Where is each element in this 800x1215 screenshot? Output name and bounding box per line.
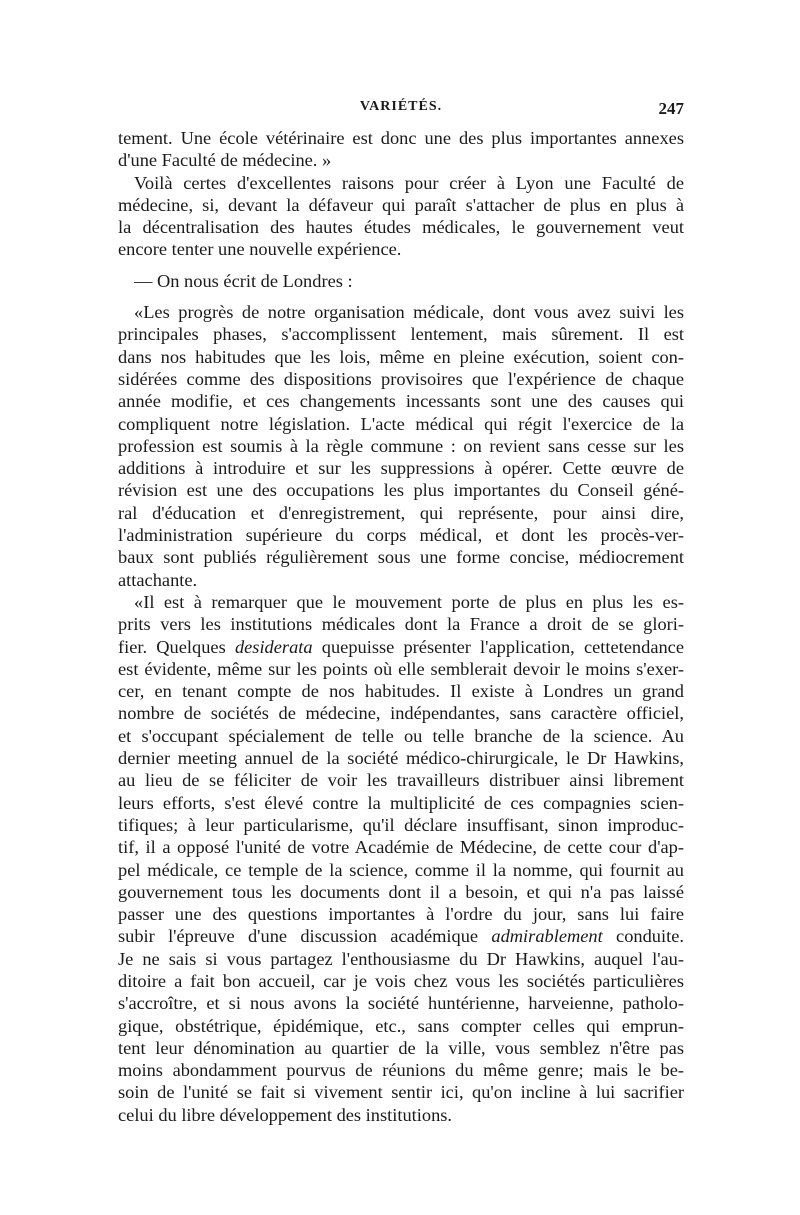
running-head	[118, 99, 684, 123]
italic-term: desiderata	[234, 636, 313, 657]
text-line: dans nos habitudes que les lois, même en pleine exécution, soient con-	[118, 346, 684, 367]
text-line: la décentralisation des hautes études médicales, le gouvernement veut	[118, 217, 684, 238]
text-line: Je ne sais si vous partagez l'enthousiasme du Dr Hawkins, auquel l'au-	[118, 948, 684, 969]
text-segment: quepuisse présenter l'application, cettetendance	[321, 636, 684, 657]
text-line: encore tenter une nouvelle expérience.	[118, 239, 402, 260]
text-line: «Les progrès de notre organisation médicale, dont vous avez suivi les	[134, 302, 684, 323]
text-line: gouvernement tous les documents dont il a besoin, et qui n'a pas laissé	[118, 881, 684, 902]
text-line: ral d'éducation et d'enregistrement, qui représente, pour ainsi dire,	[118, 502, 684, 523]
text-line: année modifie, et ces changements incessants sont une des causes qui	[118, 391, 684, 412]
text-line: celui du libre développement des institutions.	[118, 1104, 453, 1125]
page-number: 247	[658, 99, 684, 118]
text-line: tent leur dénomination au quartier de la ville, vous semblez n'être pas	[118, 1037, 684, 1058]
body-text	[118, 127, 684, 1126]
text-line: s'accroître, et si nous avons la société huntérienne, harveienne, patholo-	[118, 993, 684, 1014]
text-line: révision est une des occupations les plus importantes du Conseil géné-	[118, 480, 684, 501]
text-line	[118, 636, 684, 658]
text-line: pel médicale, ce temple de la science, comme il la nomme, qui fournit au	[118, 859, 684, 880]
text-line: médecine, si, devant la défaveur qui paraît s'attacher de plus en plus à	[118, 194, 684, 215]
text-line: profession est soumis à la règle commune : on revient sans cesse sur les	[118, 435, 684, 456]
text-segment: conduite.	[616, 926, 684, 947]
text-line: «Il est à remarquer que le mouvement porte de plus en plus les es-	[134, 591, 684, 612]
text-line: nombre de sociétés de médecine, indépendantes, sans caractère officiel,	[118, 703, 684, 724]
text-line: moins abondamment pourvus de réunions du même genre; mais le be-	[118, 1060, 684, 1081]
text-line: leurs efforts, s'est élevé contre la multiplicité de ces compagnies scien-	[118, 792, 684, 813]
text-line: passer une des questions importantes à l'ordre du jour, sans lui faire	[118, 904, 684, 925]
text-line: et s'occupant spécialement de telle ou telle branche de la science. Au	[118, 725, 684, 746]
text-line: est évidente, même sur les points où elle semblerait devoir le moins s'exer-	[118, 658, 684, 679]
text-line	[118, 925, 684, 947]
text-line: l'administration supérieure du corps médical, et dont les procès-ver-	[118, 525, 684, 546]
text-line: ditoire a fait bon accueil, car je vois chez vous les sociétés particulières	[118, 970, 684, 991]
text-line: cer, en tenant compte de nos habitudes. Il existe à Londres un grand	[118, 681, 684, 702]
text-line: compliquent notre législation. L'acte médical qui régit l'exercice de la	[118, 413, 684, 434]
running-title: VARIÉTÉS.	[359, 99, 443, 114]
text-line: Voilà certes d'excellentes raisons pour créer à Lyon une Faculté de	[134, 172, 684, 193]
text-line: au lieu de se féliciter de voir les travailleurs distribuer ainsi librement	[118, 770, 684, 791]
text-line: tifiques; à leur particularisme, qu'il déclare insuffisant, sinon improduc-	[118, 814, 684, 835]
text-segment: subir l'épreuve d'une discussion académique	[118, 926, 479, 947]
text-line: principales phases, s'accomplissent lentement, mais sûrement. Il est	[118, 324, 684, 345]
text-line: attachante.	[118, 569, 198, 590]
text-line: dernier meeting annuel de la société médico-chirurgicale, le Dr Hawkins,	[118, 748, 684, 769]
text-line: sidérées comme des dispositions provisoires que l'expérience de chaque	[118, 368, 684, 389]
text-line: baux sont publiés régulièrement sous une forme concise, médiocrement	[118, 547, 684, 568]
text-line: — On nous écrit de Londres :	[134, 270, 353, 291]
text-line: d'une Faculté de médecine. »	[118, 150, 332, 171]
text-line: soin de l'unité se fait si vivement sentir ici, qu'on incline à lui sacrifier	[118, 1082, 684, 1103]
text-line: gique, obstétrique, épidémique, etc., sans compter celles qui emprun-	[118, 1015, 684, 1036]
text-line: prits vers les institutions médicales dont la France a droit de se glori-	[118, 614, 684, 635]
text-line: tif, il a opposé l'unité de votre Académie de Médecine, de cette cour d'ap-	[118, 837, 684, 858]
text-segment: fier. Quelques	[118, 636, 226, 657]
text-line: additions à introduire et sur les suppressions à opérer. Cette œuvre de	[118, 458, 684, 479]
text-line: tement. Une école vétérinaire est donc une des plus importantes annexes	[118, 128, 684, 148]
italic-term: admirablement	[491, 926, 603, 947]
